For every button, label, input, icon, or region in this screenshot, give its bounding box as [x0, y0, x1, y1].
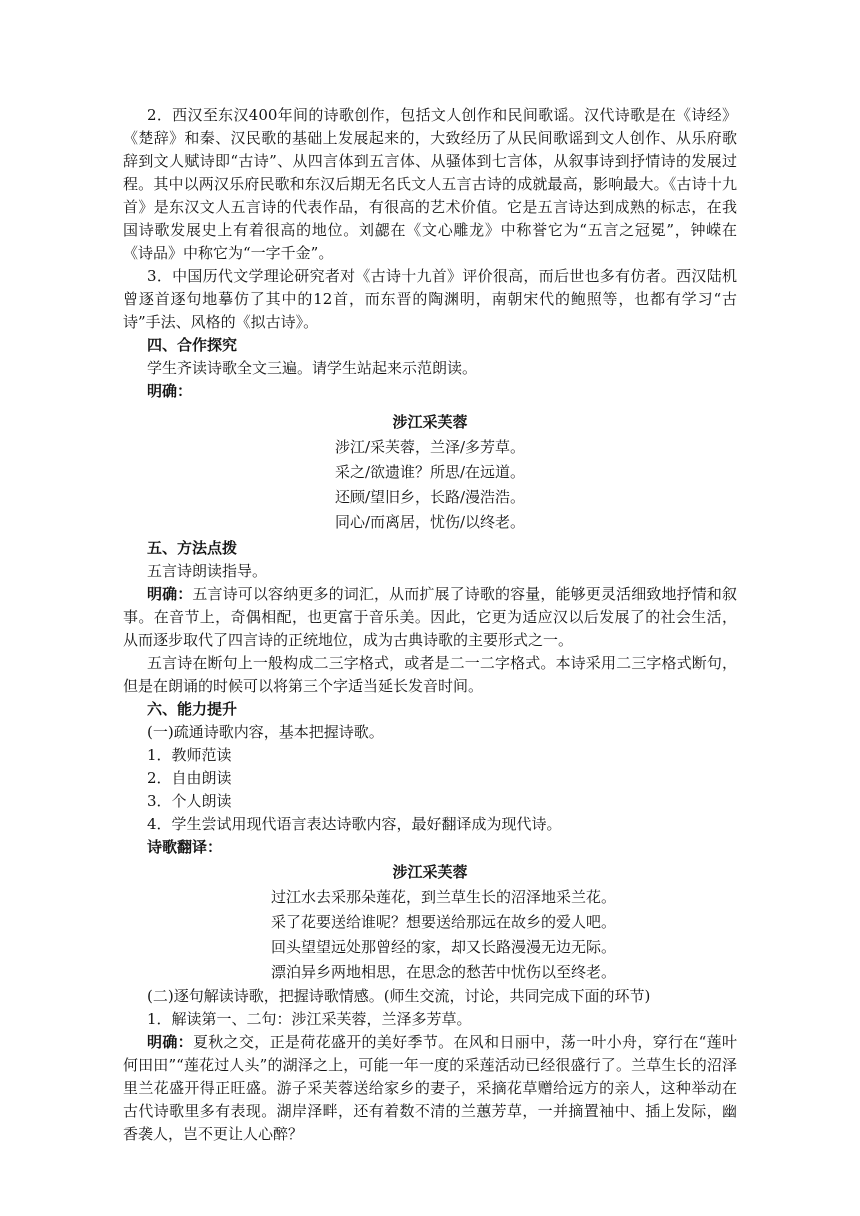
section5-paragraph-2: 五言诗在断句上一般构成二三字格式，或者是二一二字格式。本诗采用二三字格式断句，但是在朗诵的时候可以将第三个字适当延长发音时间。: [123, 654, 737, 695]
translation-title: 涉江采芙蓉: [392, 863, 468, 881]
step-item: 2．自由朗读: [147, 769, 232, 787]
step-item: 4．学生尝试用现代语言表达诗歌内容，最好翻译成为现代诗。: [147, 815, 562, 833]
lesson-content: [123, 104, 737, 1146]
translation-line: 过江水去采那朵莲花，到兰草生长的沼泽地采兰花。: [271, 888, 617, 906]
translation-line: 采了花要送给谁呢？想要送给那远在故乡的爱人吧。: [271, 913, 617, 931]
translation-body: [271, 885, 737, 985]
section4-clarify-label: 明确：: [147, 382, 193, 400]
step-item: 1．教师范读: [147, 746, 232, 764]
poem-line: 还顾/望旧乡，长路/漫浩浩。: [334, 488, 526, 506]
poem-line: 同心/而离居，忧伤/以终老。: [334, 513, 526, 531]
translation-line: 回头望望远处那曾经的家，却又长路漫漫无边无际。: [271, 938, 617, 956]
clarify-label: 明确：: [147, 1033, 193, 1051]
background-item-3: 3．中国历代文学理论研究者对《古诗十九首》评价很高，而后世也多有仿者。西汉陆机曾逐首逐句地摹仿了其中的12首，而东晋的陶渊明，南朝宋代的鲍照等，也都有学习“古诗”手法、风格的《拟古诗》。: [123, 267, 737, 331]
section5-instruction: 五言诗朗读指导。: [147, 562, 268, 580]
section6-subheading-2: (二)逐句解读诗歌，把握诗歌情感。(师生交流，讨论，共同完成下面的环节): [147, 987, 651, 1005]
section5-clarify-paragraph: [123, 583, 737, 652]
section6-clarify-paragraph: [123, 1031, 737, 1146]
clarify-text: 夏秋之交，正是荷花盛开的美好季节。在风和日丽中，荡一叶小舟，穿行在“莲叶何田田”“莲花过人头”的湖泽之上，可能一年一度的采莲活动已经很盛行了。兰草生长的沼泽里兰花盛开得正旺盛。游子采芙蓉送给家乡的妻子，采摘花草赠给远方的亲人，这种举动在古代诗歌里多有表现。湖岸泽畔，还有着数不清的兰蕙芳草，一并摘置袖中、插上发际，幽香袭人，岂不更让人心醉？: [123, 1033, 737, 1143]
poem-title: 涉江采芙蓉: [392, 413, 468, 431]
clarify-label: 明确：: [147, 585, 193, 603]
section-heading-cooperation: 四、合作探究: [147, 336, 238, 354]
step-item: 1．解读第一、二句：涉江采芙蓉，兰泽多芳草。: [147, 1010, 472, 1028]
translation-label: 诗歌翻译：: [147, 838, 223, 856]
background-item-2: 2．西汉至东汉400年间的诗歌创作，包括文人创作和民间歌谣。汉代诗歌是在《诗经》《楚辞》和秦、汉民歌的基础上发展起来的，大致经历了从民间歌谣到文人创作、从乐府歌辞到文人赋诗即“古诗”、从四言体到五言体、从骚体到七言体，从叙事诗到抒情诗的发展过程。其中以两汉乐府民歌和东汉后期无名氏文人五言古诗的成就最高，影响最大。《古诗十九首》是东汉文人五言诗的代表作品，有很高的艺术价值。它是五言诗达到成熟的标志，在我国诗歌发展史上有着很高的地位。刘勰在《文心雕龙》中称誉它为“五言之冠冕”，钟嵘在《诗品》中称它为“一字千金”。: [123, 106, 737, 262]
section-heading-method: 五、方法点拨: [147, 539, 238, 557]
poem-line: 涉江/采芙蓉，兰泽/多芳草。: [334, 438, 526, 456]
clarify-text: 五言诗可以容纳更多的词汇，从而扩展了诗歌的容量，能够更灵活细致地抒情和叙事。在音节上，奇偶相配，也更富于音乐美。因此，它更为适应汉以后发展了的社会生活，从而逐步取代了四言诗的正统地位，成为古典诗歌的主要形式之一。: [123, 585, 737, 649]
section4-instruction: 学生齐读诗歌全文三遍。请学生站起来示范朗读。: [147, 359, 478, 377]
step-item: 3．个人朗读: [147, 792, 232, 810]
section-heading-ability: 六、能力提升: [147, 700, 238, 718]
translation-line: 漂泊异乡两地相思，在思念的愁苦中忧伤以至终老。: [271, 963, 617, 981]
section6-subheading-1: (一)疏通诗歌内容，基本把握诗歌。: [147, 723, 384, 741]
poem-line: 采之/欲遗谁？所思/在远道。: [334, 463, 526, 481]
poem-body: [123, 435, 737, 535]
